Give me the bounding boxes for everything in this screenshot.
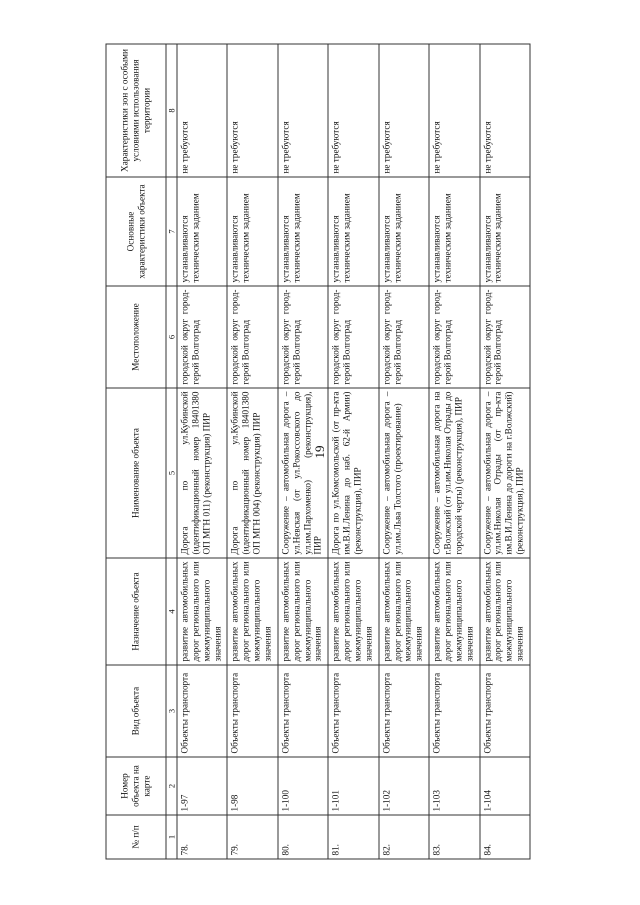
object-characteristics: устанавливаются техническим заданием (328, 177, 378, 286)
row-number: 78. (177, 815, 227, 859)
row-number: 81. (328, 815, 378, 859)
map-number: 1-104 (480, 757, 530, 815)
object-characteristics: устанавливаются техническим заданием (227, 177, 277, 286)
object-name: Дорога по ул.Кубинской (идентификационный номер 18401380 ОП МГН 011) (реконструкция) ПИР (177, 388, 227, 558)
table-row (278, 44, 328, 859)
object-purpose: развитие автомобильных дорог регионального или межмуниципального значения (328, 558, 378, 665)
column-number: 6 (166, 286, 177, 388)
object-characteristics: устанавливаются техническим заданием (480, 177, 530, 286)
zone-characteristics: не требуются (278, 44, 328, 177)
map-number: 1-97 (177, 757, 227, 815)
object-name: Дорога по ул.Кубинской (идентификационный номер 18401380 ОП МГН 004) (реконструкция) ПИР (227, 388, 277, 558)
header-cell: Характеристики зон с особыми условиями использования территории (106, 44, 166, 177)
header-cell: Номер объекта на карте (106, 757, 166, 815)
object-location: городской округ город-герой Волгоград (278, 286, 328, 388)
zone-characteristics: не требуются (480, 44, 530, 177)
object-name: Сооружение – автомобильная дорога – ул.Невская (от ул.Рокоссовского до ул.им.Пархоменко) (реконструкция), ПИР (278, 388, 328, 558)
object-name: Сооружение – автомобильная дорога – ул.им.Льва Толстого (проектирование) (379, 388, 429, 558)
object-purpose: развитие автомобильных дорог регионального или межмуниципального значения (278, 558, 328, 665)
object-location: городской округ город-герой Волгоград (480, 286, 530, 388)
object-type: Объекты транспорта (278, 665, 328, 757)
object-name: Дорога по ул.Комсомольской (от пр-кта им.В.И.Ленина до наб. 62-й Армии) (реконструкция), ПИР (328, 388, 378, 558)
table-row (328, 44, 378, 859)
table-row (429, 44, 479, 859)
row-number: 83. (429, 815, 479, 859)
row-number: 84. (480, 815, 530, 859)
column-number: 5 (166, 388, 177, 558)
map-number: 1-102 (379, 757, 429, 815)
column-number: 2 (166, 757, 177, 815)
column-number: 7 (166, 177, 177, 286)
object-location: городской округ город-герой Волгоград (177, 286, 227, 388)
object-type: Объекты транспорта (227, 665, 277, 757)
header-cell: Назначение объекта (106, 558, 166, 665)
object-characteristics: устанавливаются техническим заданием (379, 177, 429, 286)
row-number: 79. (227, 815, 277, 859)
zone-characteristics: не требуются (379, 44, 429, 177)
object-purpose: развитие автомобильных дорог регионального или межмуниципального значения (480, 558, 530, 665)
header-cell: Наименование объекта (106, 388, 166, 558)
object-name: Сооружение – автомобильная дорога – ул.им.Николая Отрады (от пр-кта им.В.И.Ленина до дороги на г.Волжский) (реконструкция), ПИР (480, 388, 530, 558)
object-purpose: развитие автомобильных дорог регионального или межмуниципального значения (429, 558, 479, 665)
header-cell: Вид объекта (106, 665, 166, 757)
object-type: Объекты транспорта (379, 665, 429, 757)
column-number: 8 (166, 44, 177, 177)
table-row (227, 44, 277, 859)
column-number: 3 (166, 665, 177, 757)
object-characteristics: устанавливаются техническим заданием (278, 177, 328, 286)
zone-characteristics: не требуются (328, 44, 378, 177)
zone-characteristics: не требуются (429, 44, 479, 177)
object-type: Объекты транспорта (480, 665, 530, 757)
object-location: городской округ город-герой Волгоград (429, 286, 479, 388)
table-header-row (106, 44, 166, 859)
object-purpose: развитие автомобильных дорог регионального или межмуниципального значения (227, 558, 277, 665)
objects-table (106, 44, 531, 860)
map-number: 1-100 (278, 757, 328, 815)
header-cell: Местоположение (106, 286, 166, 388)
table-row (480, 44, 530, 859)
column-number: 4 (166, 558, 177, 665)
object-type: Объекты транспорта (328, 665, 378, 757)
zone-characteristics: не требуются (177, 44, 227, 177)
object-location: городской округ город-герой Волгоград (227, 286, 277, 388)
object-location: городской округ город-герой Волгоград (328, 286, 378, 388)
header-cell: № п/п (106, 815, 166, 859)
object-type: Объекты транспорта (429, 665, 479, 757)
row-number: 82. (379, 815, 429, 859)
column-number: 1 (166, 815, 177, 859)
column-number-row (166, 44, 177, 859)
object-characteristics: устанавливаются техническим заданием (177, 177, 227, 286)
rotated-page-content (106, 45, 531, 860)
header-cell: Основные характеристики объекта (106, 177, 166, 286)
map-number: 1-101 (328, 757, 378, 815)
zone-characteristics: не требуются (227, 44, 277, 177)
row-number: 80. (278, 815, 328, 859)
table-row (379, 44, 429, 859)
page-number: 19 (312, 445, 327, 459)
object-location: городской округ город-герой Волгоград (379, 286, 429, 388)
object-purpose: развитие автомобильных дорог регионального или межмуниципального значения (177, 558, 227, 665)
object-characteristics: устанавливаются техническим заданием (429, 177, 479, 286)
table-row (177, 44, 227, 859)
object-name: Сооружение – автомобильная дорога на г.Волжский (от ул.им.Николая Отрады до городской черты) (реконструкция), ПИР (429, 388, 479, 558)
map-number: 1-98 (227, 757, 277, 815)
object-purpose: развитие автомобильных дорог регионального или межмуниципального значения (379, 558, 429, 665)
object-type: Объекты транспорта (177, 665, 227, 757)
map-number: 1-103 (429, 757, 479, 815)
